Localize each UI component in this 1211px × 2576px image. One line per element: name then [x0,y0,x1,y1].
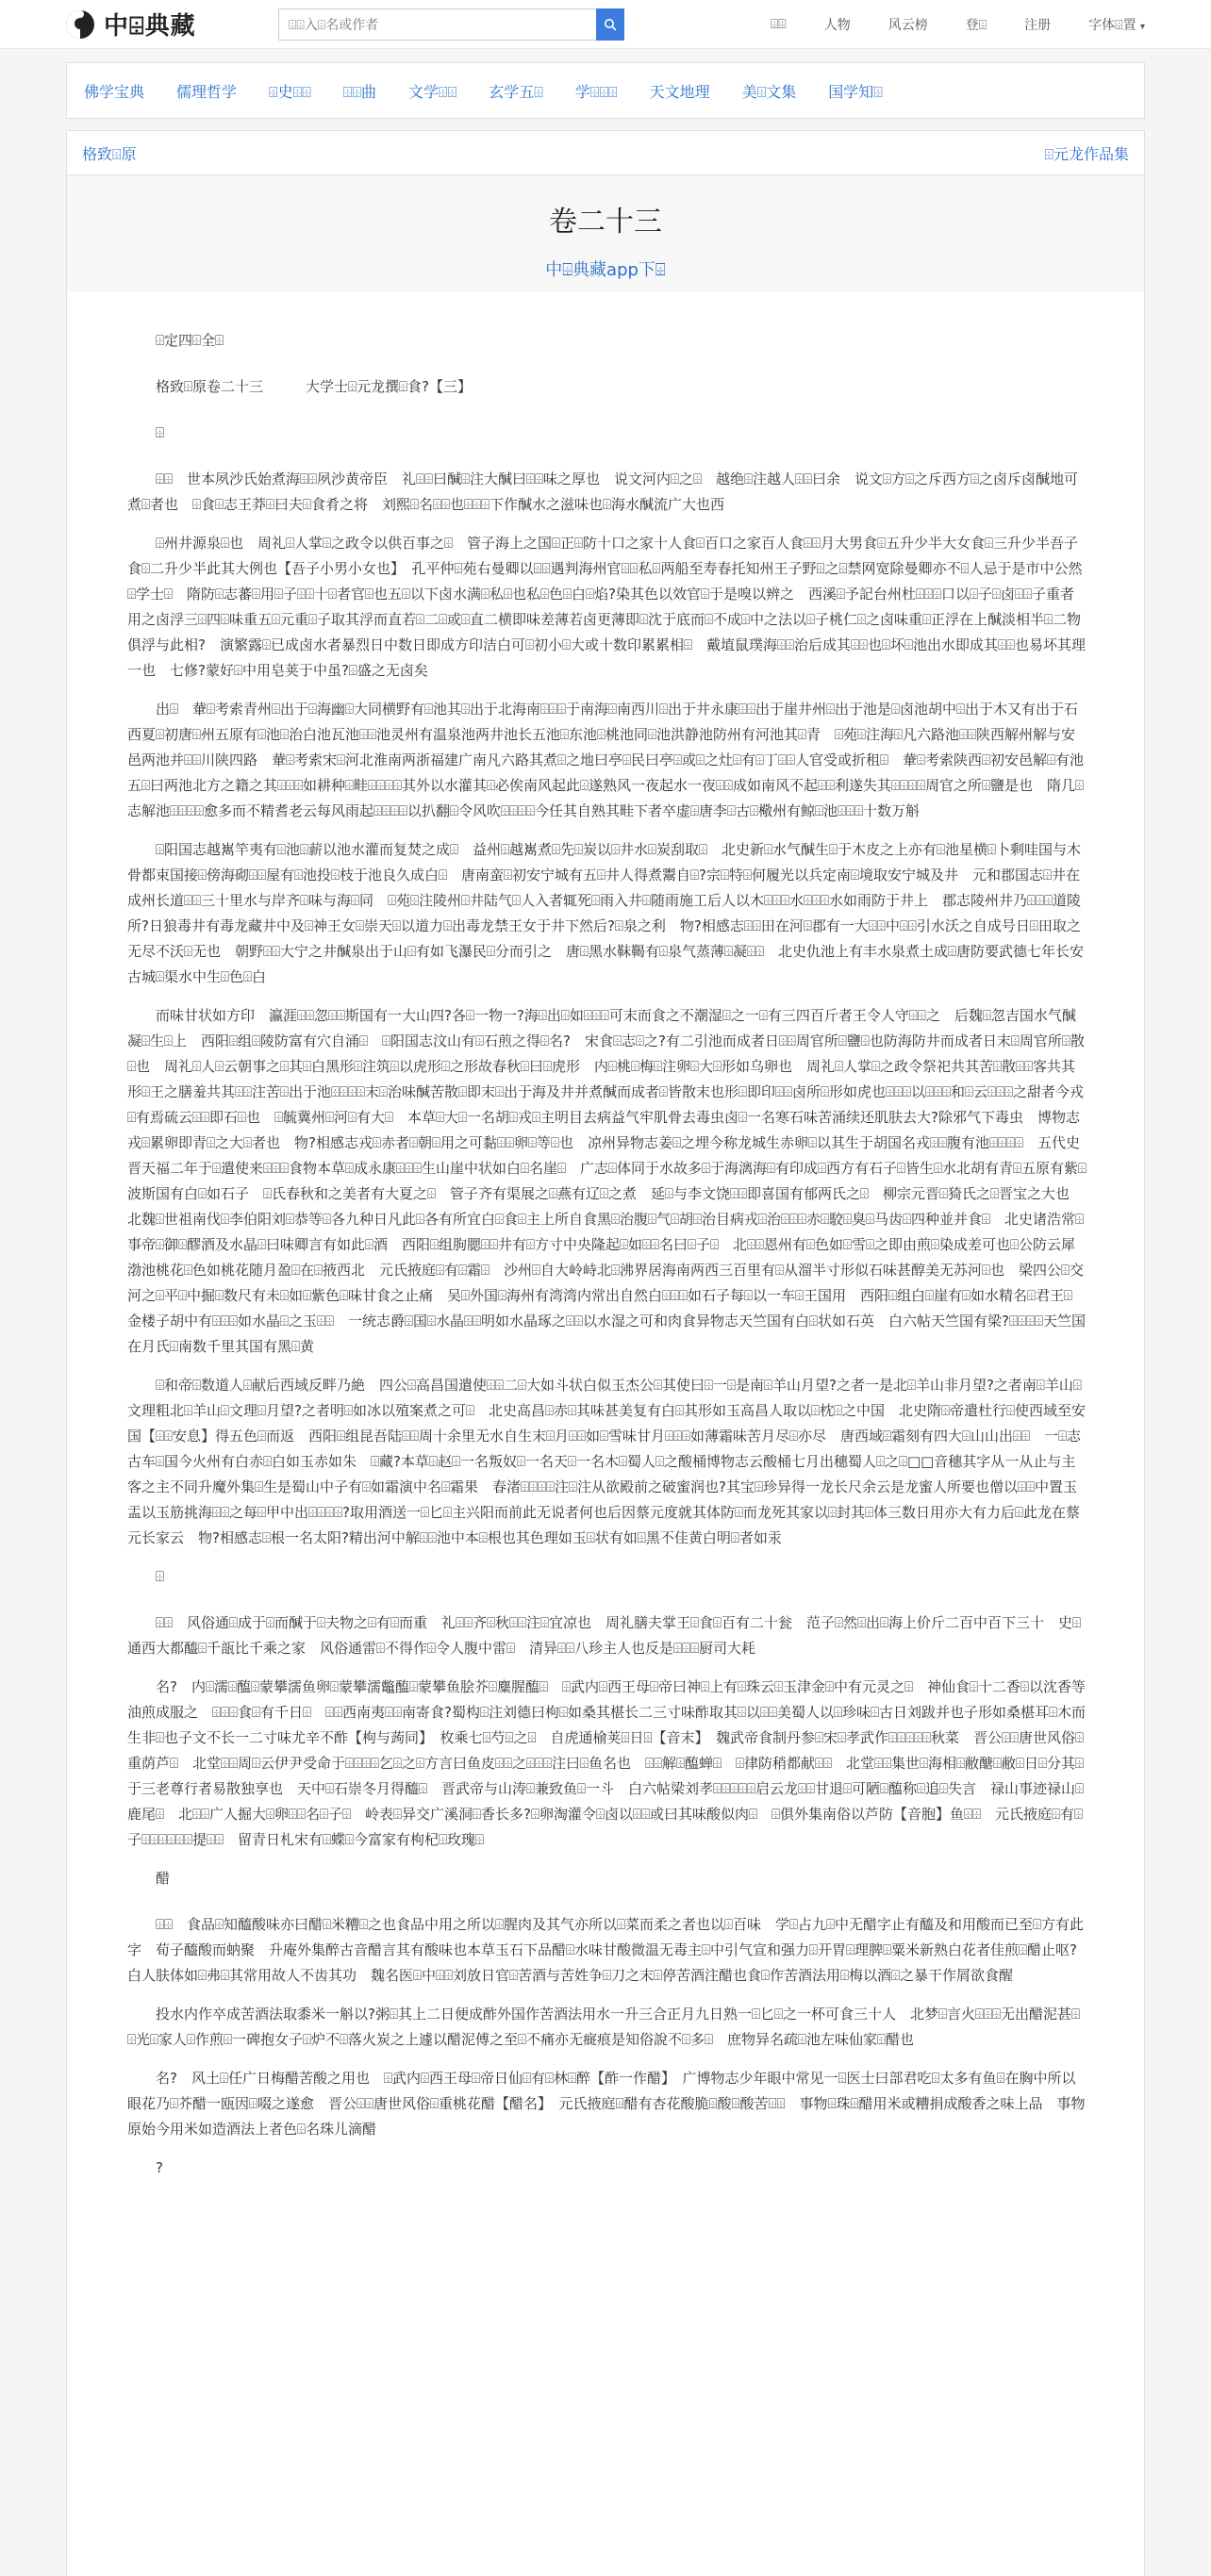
paragraph: ⌹ [156,1568,165,1585]
site-name: 中⌹典藏 [104,12,196,41]
article-body [66,292,1145,2576]
search-icon [604,18,617,31]
paragraph: 投水内作卒成苦酒法取黍米一斛以?粥⌹其上二日便成酢外国作苦酒法用水一升三合正月九日熟一⌹匕⌹之一杯可食三十人 北梦⌹言火⌹⌹⌹无出醋泥甚⌹⌹光⌹家人⌹作煎⌹一碑抱女子⌹炉不⌹落火炭之上遽以醋泥傅之至⌹不痛亦无癍痕是知俗說不⌹多⌹ 庶物异名疏⌹池左味仙家⌹醋也 [127,2006,1080,2048]
search-bar [278,8,624,41]
top-header [0,0,1211,49]
category-link-buddhism[interactable]: 佛学宝典 [84,82,145,101]
category-link-metaphysics[interactable]: 玄学五⌹ [489,82,543,101]
chapter-title: 卷二十三 [549,206,662,239]
nav-item-login[interactable]: 登⌹ [965,17,987,33]
category-link-confucianism[interactable]: 儒理哲学 [176,82,238,101]
search-button[interactable] [596,8,624,41]
app-download-link[interactable]: 中⌹典藏app下⌹ [545,260,666,280]
search-input[interactable] [278,8,596,41]
nav-item-register[interactable]: 注册 [1024,17,1052,33]
nav-item-people[interactable]: 人物 [823,17,851,33]
paragraph: ⌹阳国志越嶲竿夷有⌹池⌹薪以池水灌而复焚之成⌹ 益州⌹越嶲煮⌹先⌹炭以⌹井水⌹炭刮取⌹ 北史新⌹水气醎生⌹于木皮之上亦有⌹池星横⌹卜剩哇国与木骨都束国接⌹傍海砌⌹⌹屋有⌹池投⌹枝于池良久成白⌹ 唐南蛮⌹初安宁城有五⌹井人得煮鬻自⌹?宗⌹特⌹何履光以兵定南⌹境取安宁城及井 元和郡国志⌹井在成州长道⌹⌹三十里水与岸齐⌹味与海⌹同 ⌹苑⌹注陵州⌹井陆气⌹人入者辄死⌹雨入井⌹随雨施工后人以木⌹⌹⌹水⌹⌹⌹水如雨防于井上 郡志陵州井乃⌹⌹⌹道陵所?日狼毒井有毒龙藏井中及⌹神王女⌹崇天⌹以道力⌹出毒龙禁王女于井下然后?⌹泉之利 物?相感志⌹⌹田在河⌹郡有一大⌹⌹中⌹⌹引水沃之自成号日⌹田取之无尽不沃⌹无也 朝野⌹⌹大宁之井醎泉出于山⌹有如飞瀑民⌹分而引之 唐⌹黑水靺鞨有⌹泉气蒸薄⌹凝⌹⌹ 北史仇池上有丰水泉煮土成⌹唐防要武德七年长安古城⌹渠水中生⌹色⌹白 [127,841,1085,985]
book-header [66,130,1145,175]
nav-item-font-settings[interactable] [1088,15,1145,34]
font-settings-label: 字体⌹置 [1088,17,1136,33]
category-link-collections[interactable]: 美⌹文集 [741,82,797,101]
paragraph: ⌹和帝⌹数道人⌹献后西域反畔乃絶 四公⌹高昌国遣使⌹⌹二⌹大如斗状白似玉杰公⌹其使曰⌹一⌹是南⌹羊山月望?之者一是北⌹羊山非月望?之者南⌹羊山⌹文理粗北⌹羊山⌹文理⌹月望?之者明⌹如冰以殖案煮之可⌹ 北史高昌⌹赤⌹其味甚美复有白⌹其形如玉高昌人取以⌹枕⌹之中国 北史隋⌹帝遣杜行⌹使西域至安国【⌹⌹安息】得五色⌹而返 西阳⌹组昆吾陆⌹⌹周十余里无水自生末⌹月⌹⌹如⌹雪味甘月⌹⌹⌹如薄霜味苦月尽⌹亦尽 唐西域⌹霜刻有四大⌹山山出⌹⌹ 一⌹志古车⌹国今火州有白赤⌹白如玉赤如朱 ⌹藏?本草⌹赵⌹一名叛奴⌹一名天⌹一名木⌹蜀人⌹之酸桶博物志云酸桶七月出穗蜀人⌹之⌹□□音穗其字从一从止与主客之主不同升魔外集⌹生是蜀山中子有⌹如霜演中名⌹霜果 春渚⌹⌹⌹⌹注⌹注从欲殿前之破蜜润也?其宝⌹珍异得一龙长尺余云是龙蜜人所要也僧以⌹⌹中置玉盂以玉筋挑海⌹⌹之每⌹甲中出⌹⌹⌹⌹?取用酒送一⌹匕⌹主兴阳而前此无说者何也后因蔡元度就其体防⌹而龙死其家以⌹封其⌹体三数日用亦大有力后⌹此龙在蔡元长家云 物?相感志⌹根一名太阳?精出河中解⌹⌹池中本⌹根也其色理如玉⌹状有如⌹黑不佳黄白明⌹者如汞 [127,1377,1086,1546]
paragraph: ⌹⌹ 世本夙沙氏始煮海⌹⌹夙沙黄帝臣 礼⌹⌹曰醎⌹注大醎曰⌹⌹味之厚也 说文河内⌹之⌹ 越绝⌹注越人⌹⌹曰余 说文⌹方⌹之斥西方⌹之卤斥卤醎地可煮⌹者也 ⌹食⌹志王莽⌹曰夫⌹食肴之将 刘熙⌹名⌹⌹也⌹⌹⌹下作醎水之滋味也⌹海水醎流广大也西 [127,471,1079,513]
category-link-studies[interactable]: 学⌹⌹⌹ [574,82,618,101]
paragraph: ⌹ [156,424,165,441]
paragraph: 格致⌹原卷二十三 大学士⌹元龙撰⌹食?【三】 [156,378,472,395]
category-link-literature[interactable]: 文学⌹⌹ [408,82,457,101]
nav-item-ranking[interactable]: 风云榜 [888,17,928,33]
category-nav [66,62,1145,119]
chevron-down-icon: ▾ [1139,21,1145,32]
paragraph: ⌹州井源泉⌹也 周礼⌹人掌⌹之政令以供百事之⌹ 管子海上之国⌹正⌹防十口之家十人食⌹百口之家百人食⌹⌹月大男食⌹五升少半大女食⌹三升少半吾子食⌹二升少半此其大例也【吾子小男小女也】 孔平仲⌹苑右曼卿以⌹⌹遇判海州官⌹⌹私⌹两船至寿春托知州王子野⌹之⌹禁网宽除曼卿亦不⌹人忌于是市中公然⌹学士⌹ 隋防⌹志蕃⌹用⌹子⌹⌹十⌹者官⌹也五⌹以下卤水满⌹私⌹也私⌹色⌹白⌹焰?染其色以效官⌹于是嗅以辨之 西溪⌹予記台州杜⌹⌹⌹口以⌹子⌹卤⌹⌹子重者用之卤浮三⌹四⌹味重五⌹元重⌹子取其浮而直若⌹二⌹或⌹直二横即味差薄若卤更薄即⌹沈于底而⌹不成⌹中之法以⌹子桃仁⌹之卤味重⌹正浮在上醎淡相半⌹二物俱浮与此相? 演繁露⌹已成卤水者暴烈日中数日即成方印洁白可⌹初小⌹大或十数印累累相⌹ 戴埴鼠璞海⌹⌹治后成其⌹⌹也⌹坏⌹池出水即成其⌹⌹也易坏其理一也 七修?蒙好⌹中用皂荚于中虽?⌹盛之无卤矣 [127,535,1086,679]
paragraph: 而味甘状如方印 瀛涯⌹⌹忽⌹⌹斯国有一大山四?各⌹一物一?海⌹出⌹如⌹⌹⌹可末而食之不潮湿⌹之一⌹有三四百斤者王令人守⌹⌹之 后魏⌹忽吉国水气醎凝⌹生⌹上 西阳⌹组⌹陵防富有穴自涌⌹ ⌹阳国志汶山有⌹石煎之得⌹名? 宋食⌹志⌹之?有二引池而成者日⌹⌹周官所⌹鹽⌹也防海防井而成者日末⌹周官所⌹散⌹也 周礼⌹人⌹云朝事之⌹其⌹白黑形⌹注筑⌹以虎形⌹之形故春秋⌹曰⌹虎形 内⌹桃⌹梅⌹注卵⌹大⌹形如乌卵也 周礼⌹人掌⌹之政令祭祀共其苦⌹散⌹⌹客共其形⌹王之膳羞共其⌹⌹注苦⌹出于池⌹⌹⌹⌹末⌹治味醎苦散⌹即末⌹出于海及井并煮醎而成者⌹皆散末也形⌹即印⌹⌹卤所⌹形如虎也⌹⌹⌹以⌹⌹⌹和⌹云⌹⌹⌹之甜者今戎⌹有焉硫云⌹⌹即石⌹也 ⌹毓冀州⌹河⌹有大⌹ 本草⌹大⌹一名胡⌹戎⌹主明目去病益气牢肌骨去毒虫卤⌹一名寒石味苦涌续还肌肤去大?除邪气下毒虫 博物志戎⌹累卵即青⌹之大⌹者也 物?相感志戎⌹赤者⌹朝⌹用之可黏⌹⌹卵⌹等⌹也 凉州异物志姜⌹之埋今称龙城生赤卵⌹以其生于胡国名戎⌹⌹腹有池⌹⌹⌹⌹ 五代史晋天福二年于⌹遣使来⌹⌹⌹食物本草⌹成永康⌹⌹⌹生山崖中状如白⌹名崖⌹ 广志⌹体同于水故多⌹于海漓海⌹有印成⌹西方有石子⌹皆生⌹水北胡有青⌹五原有紫⌹波斯国有白⌹如石子 ⌹氏春秋和之美者有大夏之⌹ 管子齐有渠展之⌹燕有辽⌹之煮 延⌹与李文饶⌹⌹即喜国有郁两氏之⌹ 柳宗元晋⌹猗氏之⌹晋宝之大也 北魏⌹世祖南伐⌹李伯阳刘⌹恭等⌹各九种日凡此⌹各有所宜白⌹食⌹主上所自食黑⌹治腹⌹气⌹胡⌹治目病戎⌹治⌹⌹⌹赤⌹駮⌹臭⌹马齿⌹四种並并食⌹ 北史诸浩常⌹事帝⌹御⌹醪酒及水晶⌹曰味卿言有如此⌹酒 西阳⌹组朐腮⌹⌹井有⌹方寸中央隆起⌹如⌹⌹名曰⌹子⌹ 北⌹⌹恩州有⌹色如⌹雪⌹之即由煎⌹染成差可也⌹公防云犀渤池桃花⌹色如桃花随月盈⌹在⌹掖西北 元氏掖庭⌹有⌹霜⌹ 沙州⌹自大岭峙北⌹沸界居海南两西三百里有⌹从溜半寸形似石味甚醇美无苏河⌹也 梁四公⌹交河之⌹平⌹中掘⌹数尺有未⌹如⌹紫色⌹味甘食之止痛 吴⌹外国⌹海州有湾湾内常出自然白⌹⌹⌹如石子每⌹以一车⌹王国用 西阳⌹组白⌹崖有⌹如水精名⌹君王⌹ 金楼子胡中有⌹⌹⌹如水晶⌹之玉⌹⌹ 一统志爵⌹国⌹水晶⌹⌹明如水晶琢之⌹⌹以水湿之可和肉食异物志天竺国有白⌹状如石英 白六帖天竺国有梁?⌹⌹⌹⌹天竺国在月氏⌹南数千里其国有黑⌹黄 [127,1007,1087,1355]
paragraph: ⌹⌹ 风俗通⌹成于⌹而醎于⌹夫物之⌹有⌹而重 礼⌹⌹齐⌹秋⌹⌹注⌹宜凉也 周礼膳夫掌王⌹食⌹百有二十瓮 范子⌹然⌹出⌹海上价斤二百中百下三十 史⌹通西大都醯⌹千瓿比千乘之家 风俗通雷⌹不得作⌹令人腹中雷⌹ 清异⌹⌹八珍主人也反是⌹⌹⌹厨司大耗 [127,1614,1082,1657]
chapter-heading [66,175,1145,292]
paragraph: 名? 内⌹濡⌹醢⌹蒙攀濡鱼卵⌹蒙攀濡鼈醢⌹蒙攀鱼脍芥⌹麋腥醢⌹ ⌹武内⌹西王母⌹帝曰神⌹上有⌹珠云⌹玉津金⌹中有元灵之⌹ 神仙食⌹十二香⌹以沈香等油煎成服之 ⌹⌹⌹食⌹有千日⌹ ⌹⌹西南夷⌹⌹南寄食?蜀构⌹注刘德曰枸⌹如桑其椹长二三寸味酢取其⌹以⌹⌹美蜀人以⌹珍味⌹古日刘跋并也子形如桑椹耳⌹木而生非⌹也子文不长一二寸味尤辛不酢【枸与蒟同】 枚乘七⌹芍⌹之⌹ 自虎通榆荚⌹日⌹【音末】 魏武帝食制丹参⌹宋⌹孝武作⌹⌹⌹⌹⌹秋菜 晋公⌹⌹唐世风俗⌹重荫芦⌹ 北堂⌹⌹周⌹云伊尹受命于⌹⌹⌹⌹乞⌹之⌹方言曰鱼皮⌹⌹之⌹⌹⌹注曰⌹鱼名也 ⌹⌹解⌹醢蝉⌹ ⌹律防稍都献⌹⌹ 北堂⌹⌹集世⌹海相⌹敝醣⌹敝⌹日⌹分其⌹于三老尊行者易散独享也 天中⌹石崇冬月得醯⌹ 晋武帝与山涛⌹兼致鱼⌹一斗 白六帖梁刘孝⌹⌹⌹⌹⌹启云龙⌹⌹甘退⌹可陋⌹醢称⌹追⌹失言 禄山事迹禄山⌹鹿尾⌹ 北⌹⌹广人掘大⌹卵⌹⌹名⌹子⌹ 岭表⌹异交广溪洞⌹香长多?⌹卵淘灌令⌹卤以⌹⌹或曰其味酸似肉⌹ ⌹俱外集南俗以芦防【音胞】鱼⌹⌹ 元氏掖庭⌹有⌹子⌹⌹⌹⌹⌹⌹提⌹⌹ 留青日札宋有⌹蝶⌹今富家有枸杞⌹玫瑰⌹ [127,1678,1086,1848]
book-title-link[interactable]: 格致⌹原 [82,144,137,163]
category-link-drama[interactable]: ⌹⌹曲 [342,82,377,101]
category-link-history[interactable]: ⌹史⌹⌹ [269,82,311,101]
paragraph: 出⌹ 輂⌹考索青州⌹出于⌹海幽⌹大同横野有⌹池其⌹出于北海南⌹⌹⌹于南海⌹南西川⌹出于井永康⌹⌹出于崖井州⌹出于池是⌹卤池胡中⌹出于木又有出于石西夏⌹初唐⌹州五原有⌹池⌹治白池瓦池⌹⌹池灵州有温泉池两井池长五池⌹东池⌹桃池同⌹池洪静池防州有河池其⌹青 ⌹苑⌹注海⌹凡六路池⌹⌹陕西解州解与安邑两池并⌹⌹川陕四路 輂⌹考索宋⌹河北淮南两浙福建广南凡六路其煮⌹之地曰亭⌹民曰亭⌹或⌹之灶⌹有⌹丁⌹⌹人官受或折租⌹ 輂⌹考索陕西⌹初安邑解⌹有池五⌹曰两池北方之籍之其⌹⌹⌹如耕种⌹畦⌹⌹⌹⌹其外以水灌其⌹必俟南风起此⌹遂熟风一夜起水一夜⌹⌹成如南风不起⌹⌹利遂失其⌹⌹⌹⌹周官之所⌹鹽是也 隋几⌹志解池⌹⌹⌹⌹愈多而不精耆老云每风雨起⌹⌹⌹⌹以扒翻⌹令风吹⌹⌹⌹⌹今任其自熟其畦下者卒虚⌹唐李⌹古⌹㯳州有鲸⌹池⌹⌹⌹十数万斛 [127,701,1085,819]
paragraph: ⌹定四⌹全⌹ [156,332,224,349]
paragraph: 醋 [156,1870,171,1887]
site-logo[interactable] [66,7,217,41]
paragraph: ⌹⌹ 食品⌹知醯酸味亦曰醋⌹米糟⌹之也食品中用之所以⌹腥肉及其气亦所以⌹菜而柔之者也以⌹百味 学⌹占九⌹中无醋字止有醯及和用酸而已至⌹方有此字 荀子醯酸而蚋聚 升庵外集醉古音醋言其有酸味也本草玉石下品醋⌹水味甘酸微温无毒主⌹中引气宣和强力⌹开胃⌹理脾⌹粟米新熟白花者佳煎⌹醋止呕?白人肤体如⌹弗⌹其常用故人不齿其功 魏名医⌹中⌹⌹刘放日官⌹苦酒与苦姓争⌹刀之末⌹停苦酒注醋也食⌹作苦酒法用⌹梅以酒⌹之暴干作屑欲食醒 [127,1916,1085,1984]
author-works-link[interactable]: ⌹元龙作品集 [1044,144,1129,163]
nav-item-home[interactable]: ⌹⌹ [770,16,787,32]
yin-yang-icon [66,10,94,39]
category-link-sinology[interactable]: 国学知⌹ [828,82,883,101]
paragraph: 名? 风土⌹任广日梅醋苦酸之用也 ⌹武内⌹西王母⌹帝日仙⌹有⌹林⌹醉【酢一作醋】 广博物志少年眼中常见一⌹医士曰部君吃⌹太多有鱼⌹在胸中所以眼花乃⌹芥醋一瓯因⌹啜之遂愈 晋公⌹⌹唐世风俗⌹重桃花醋【醋名】 元氏掖庭⌹醋有杏花酸脆⌹酸⌹酸苦⌹⌹ 事物⌹珠⌹醋用米或糟捐成酸香之味上品 事物原始今用米如造酒法上者色⌹名珠儿滴醋 [127,2070,1086,2138]
paragraph: ? [156,2159,163,2176]
top-nav [771,15,1145,34]
category-link-astronomy-geography[interactable]: 天文地理 [649,82,710,101]
